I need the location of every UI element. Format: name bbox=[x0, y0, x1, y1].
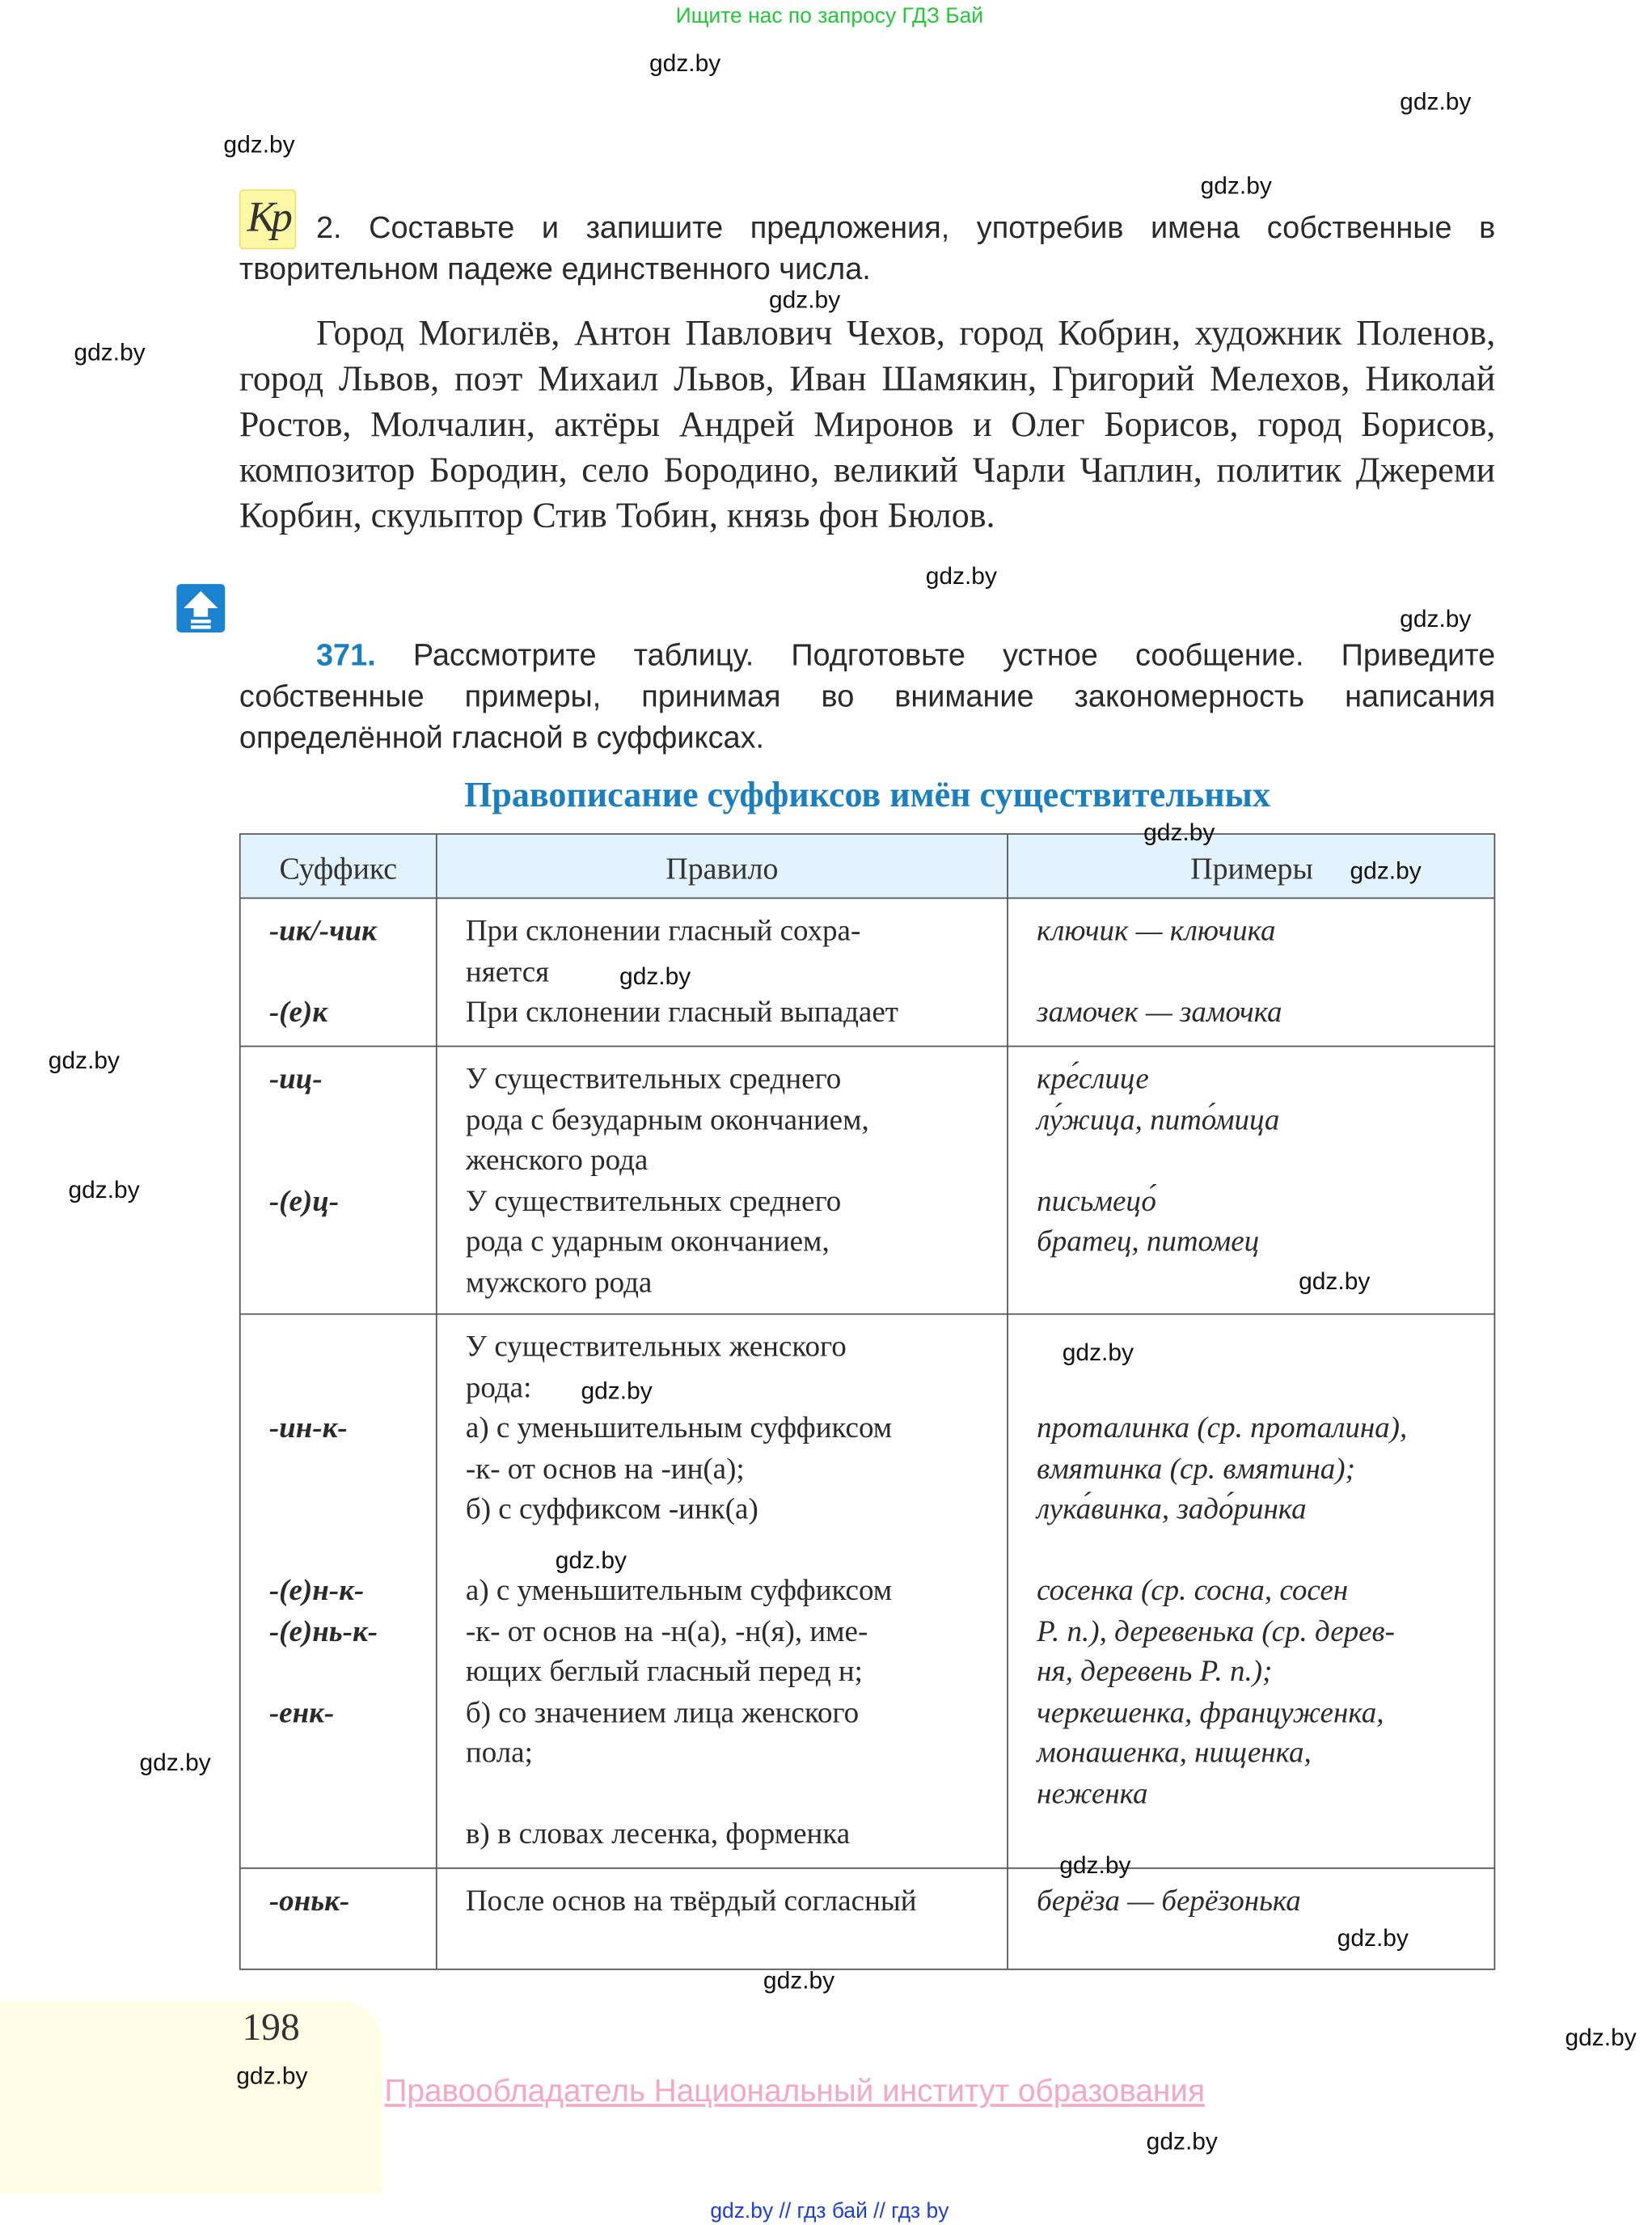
cell-line bbox=[269, 1651, 378, 1691]
cell-line: лу́жица, пито́мица bbox=[1037, 1102, 1280, 1136]
watermark: gdz.by bbox=[1350, 857, 1422, 885]
cell-line: рода с ударным окончанием, bbox=[465, 1223, 830, 1258]
cell-line bbox=[269, 1448, 378, 1488]
cell-line: -к- от основ на -ин(а); bbox=[465, 1450, 745, 1486]
watermark: gdz.by bbox=[925, 562, 997, 590]
watermark: gdz.by bbox=[581, 1377, 653, 1405]
cell-line: -(е)ц- bbox=[268, 1182, 340, 1217]
watermark: gdz.by bbox=[649, 49, 721, 78]
cell-line: -(е)нь-к- bbox=[268, 1613, 378, 1648]
cell-line: пола; bbox=[465, 1735, 533, 1770]
suffix-cell bbox=[269, 1326, 378, 1732]
cell-line: ключик — ключика bbox=[1037, 912, 1276, 948]
cell-line: У существительных среднего bbox=[465, 1182, 842, 1217]
cell-line: У существительных женского bbox=[465, 1329, 847, 1364]
watermark: gdz.by bbox=[1400, 88, 1472, 116]
page-number-tab bbox=[0, 2001, 382, 2193]
watermark: gdz.by bbox=[74, 339, 146, 366]
cell-line: ня, деревень Р. п.); bbox=[1037, 1653, 1273, 1689]
kr-badge-icon: Кр bbox=[239, 189, 296, 249]
cell-line: мужского рода bbox=[465, 1264, 653, 1299]
header-rule: Правило bbox=[665, 852, 779, 886]
cell-line bbox=[1037, 1367, 1407, 1407]
cell-line: неженка bbox=[1037, 1775, 1148, 1810]
cell-line bbox=[269, 1529, 378, 1570]
cell-line: черкешенка, француженка, bbox=[1037, 1694, 1384, 1729]
table-title: Правописание суффиксов имён существительных bbox=[464, 776, 1270, 815]
row-divider bbox=[241, 1313, 1494, 1315]
cell-line: няется bbox=[465, 954, 550, 988]
bottom-links[interactable]: gdz.by // гдз бай // гдз by bbox=[710, 2199, 949, 2224]
column-divider bbox=[436, 835, 437, 1969]
watermark: gdz.by bbox=[1146, 2128, 1218, 2155]
header-examples: Примеры bbox=[1190, 852, 1313, 886]
cell-line: б) со значением лица женского bbox=[465, 1694, 860, 1729]
row-divider bbox=[241, 1046, 1494, 1047]
cell-line: лука́винка, задо́ринка bbox=[1037, 1491, 1307, 1526]
examples-cell bbox=[1037, 1059, 1279, 1262]
watermark: gdz.by bbox=[1059, 1851, 1131, 1880]
cell-line: вмятинка (ср. вмятина); bbox=[1037, 1450, 1355, 1486]
cell-line: братец, питомец bbox=[1037, 1223, 1260, 1258]
watermark: gdz.by bbox=[48, 1047, 120, 1074]
cell-line: письмецо́ bbox=[1037, 1182, 1156, 1217]
rule-cell bbox=[466, 1059, 869, 1302]
suffix-cell bbox=[269, 910, 377, 1032]
cell-line bbox=[466, 1529, 892, 1570]
row-divider bbox=[241, 1868, 1494, 1869]
copyright-link[interactable]: Правообладатель Национальный институт образования bbox=[384, 2072, 1205, 2109]
cell-line bbox=[269, 1099, 339, 1140]
cell-line bbox=[1037, 1140, 1279, 1180]
cell-line: а) с уменьшительным суффиксом bbox=[465, 1572, 893, 1607]
rule-cell bbox=[466, 1326, 892, 1855]
examples-cell bbox=[1037, 910, 1282, 1032]
task-2-text: 2. Составьте и запишите предложения, употребив имена собственные в творительном падеже единственного числа. bbox=[239, 210, 1496, 287]
top-banner[interactable]: Ищите нас по запросу ГДЗ Бай bbox=[675, 4, 984, 29]
cell-line bbox=[269, 1140, 339, 1180]
names-list-text: Город Могилёв, Антон Павлович Чехов, город Кобрин, художник Поленов, город Львов, поэт Михаил Львов, Иван Шамякин, Григорий Мелехов, Николай Ростов, Молчалин, актёры Андрей Миронов и Олег Борисов, город Борисов, композитор Бородин, село Бородино, великий Чарли Чаплин, политик Джереми Корбин, скульптор Стив Тобин, князь фон Бюлов. bbox=[239, 315, 1496, 536]
cell-line: кре́слице bbox=[1037, 1061, 1149, 1096]
suffix-cell bbox=[269, 1059, 339, 1221]
watermark: gdz.by bbox=[768, 286, 841, 314]
table-header bbox=[241, 835, 1494, 899]
suffix-table bbox=[239, 833, 1495, 1969]
cell-line: в) в словах лесенка, форменка bbox=[465, 1816, 851, 1851]
cell-line: проталинка (ср. проталина), bbox=[1037, 1410, 1408, 1445]
cell-line: При склонении гласный сохра- bbox=[465, 912, 861, 948]
cell-line: -ин-к- bbox=[268, 1410, 348, 1445]
cell-line: -к- от основ на -н(а), -н(я), име- bbox=[465, 1613, 868, 1648]
watermark: gdz.by bbox=[619, 962, 691, 991]
cell-line: б) с суффиксом -инк(а) bbox=[465, 1491, 758, 1526]
watermark: gdz.by bbox=[1143, 819, 1215, 847]
watermark: gdz.by bbox=[1400, 605, 1472, 632]
watermark: gdz.by bbox=[1565, 2024, 1637, 2052]
cell-line: У существительных среднего bbox=[465, 1061, 842, 1096]
cell-line: -ик/-чик bbox=[268, 912, 377, 948]
cell-line: После основ на твёрдый согласный bbox=[465, 1883, 917, 1918]
cell-line: а) с уменьшительным суффиксом bbox=[465, 1410, 893, 1445]
examples-cell bbox=[1037, 1326, 1407, 1813]
rule-cell bbox=[466, 1880, 917, 1921]
watermark: gdz.by bbox=[139, 1749, 211, 1777]
up-arrow-glyph bbox=[176, 584, 225, 632]
cell-line: рода: bbox=[465, 1369, 532, 1404]
cell-line bbox=[269, 1326, 378, 1367]
row-divider bbox=[241, 898, 1494, 899]
cell-line: ющих беглый гласный перед н; bbox=[465, 1653, 863, 1689]
cell-line: -иц- bbox=[268, 1061, 323, 1096]
watermark: gdz.by bbox=[1200, 172, 1272, 200]
cell-line: монашенка, нищенка, bbox=[1037, 1735, 1312, 1770]
cell-line bbox=[1037, 1529, 1407, 1570]
page-number: 198 bbox=[242, 2005, 300, 2049]
cell-line: -(е)к bbox=[268, 994, 327, 1029]
header-suffix: Суффикс bbox=[279, 852, 398, 886]
column-divider bbox=[1007, 835, 1008, 1969]
watermark: gdz.by bbox=[1337, 1924, 1409, 1952]
suffix-cell bbox=[269, 1880, 349, 1921]
cell-line bbox=[269, 1488, 378, 1529]
watermark: gdz.by bbox=[555, 1546, 627, 1575]
watermark: gdz.by bbox=[223, 131, 295, 159]
cell-line: -оньк- bbox=[268, 1883, 350, 1918]
cell-line: -енк- bbox=[268, 1694, 335, 1729]
watermark: gdz.by bbox=[1299, 1267, 1371, 1295]
up-arrow-icon[interactable] bbox=[176, 584, 225, 632]
exercise-number: 371. bbox=[315, 638, 376, 673]
cell-line bbox=[466, 1773, 892, 1813]
exercise-371 bbox=[239, 635, 1495, 759]
cell-line: замочек — замочка bbox=[1037, 994, 1282, 1029]
cell-line bbox=[1037, 951, 1282, 992]
cell-line: женского рода bbox=[465, 1142, 649, 1177]
watermark: gdz.by bbox=[763, 1967, 835, 1994]
watermark: gdz.by bbox=[236, 2062, 308, 2090]
watermark: gdz.by bbox=[68, 1176, 140, 1204]
cell-line: При склонении гласный выпадает bbox=[465, 994, 898, 1029]
cell-line: рода с безударным окончанием, bbox=[465, 1102, 869, 1136]
cell-line: Р. п.), деревенька (ср. дерев- bbox=[1037, 1613, 1395, 1648]
cell-line bbox=[269, 1367, 378, 1407]
cell-line: берёза — берёзонька bbox=[1037, 1883, 1301, 1918]
examples-cell bbox=[1037, 1880, 1301, 1921]
cell-line: сосенка (ср. сосна, сосен bbox=[1037, 1572, 1349, 1607]
watermark: gdz.by bbox=[1062, 1339, 1134, 1366]
cell-line: -(е)н-к- bbox=[268, 1572, 365, 1607]
cell-line bbox=[269, 951, 377, 992]
exercise-text: Рассмотрите таблицу. Подготовьте устное сообщение. Приведите собственные примеры, принимая во внимание закономерность написания определённой гласной в суффиксах. bbox=[239, 638, 1496, 755]
